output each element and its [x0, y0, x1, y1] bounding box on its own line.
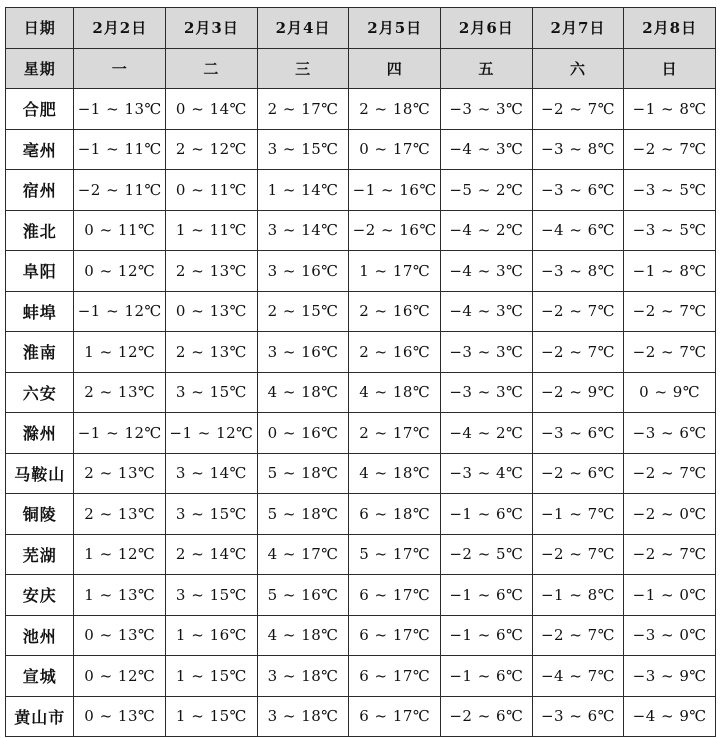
temperature-range-cell: −2 ~ 7℃ — [532, 615, 624, 656]
temperature-range-cell: 6 ~ 17℃ — [349, 696, 441, 737]
temperature-range-cell: 1 ~ 11℃ — [166, 210, 258, 251]
weekday-cell: 日 — [624, 48, 716, 89]
temperature-range-cell: 4 ~ 18℃ — [349, 372, 441, 413]
table-row — [6, 89, 716, 130]
temperature-range-cell: 6 ~ 18℃ — [349, 494, 441, 535]
temperature-range-cell: 0 ~ 12℃ — [74, 656, 166, 697]
temperature-range-cell: 5 ~ 16℃ — [257, 575, 349, 616]
temperature-range-cell: 0 ~ 12℃ — [74, 251, 166, 292]
temperature-range-cell: −1 ~ 12℃ — [166, 413, 258, 454]
temperature-range-cell: −3 ~ 8℃ — [532, 251, 624, 292]
temperature-range-cell: −2 ~ 16℃ — [349, 210, 441, 251]
table-row — [6, 129, 716, 170]
temperature-range-cell: −2 ~ 7℃ — [624, 129, 716, 170]
temperature-range-cell: 0 ~ 11℃ — [74, 210, 166, 251]
temperature-range-cell: 3 ~ 16℃ — [257, 332, 349, 373]
city-name: 合肥 — [6, 89, 74, 130]
temperature-range-cell: 2 ~ 14℃ — [166, 534, 258, 575]
temperature-range-cell: −3 ~ 3℃ — [441, 89, 533, 130]
temperature-range-cell: 0 ~ 9℃ — [624, 372, 716, 413]
city-name: 滁州 — [6, 413, 74, 454]
city-name: 六安 — [6, 372, 74, 413]
temperature-range-cell: 2 ~ 18℃ — [349, 89, 441, 130]
temperature-range-cell: −2 ~ 7℃ — [532, 89, 624, 130]
temperature-range-cell: 2 ~ 13℃ — [74, 494, 166, 535]
city-name: 淮北 — [6, 210, 74, 251]
temperature-range-cell: −3 ~ 6℃ — [532, 170, 624, 211]
date-cell: 2月4日 — [257, 8, 349, 49]
table-row — [6, 210, 716, 251]
temperature-range-cell: −1 ~ 8℃ — [532, 575, 624, 616]
city-name: 宿州 — [6, 170, 74, 211]
temperature-range-cell: −4 ~ 7℃ — [532, 656, 624, 697]
temperature-range-cell: −1 ~ 8℃ — [624, 251, 716, 292]
temperature-range-cell: −2 ~ 9℃ — [532, 372, 624, 413]
temperature-range-cell: −1 ~ 7℃ — [532, 494, 624, 535]
temperature-range-cell: 4 ~ 18℃ — [257, 372, 349, 413]
temperature-range-cell: 3 ~ 16℃ — [257, 251, 349, 292]
temperature-range-cell: −4 ~ 2℃ — [441, 413, 533, 454]
temperature-range-cell: −4 ~ 3℃ — [441, 251, 533, 292]
temperature-range-cell: 0 ~ 17℃ — [349, 129, 441, 170]
temperature-range-cell: 1 ~ 15℃ — [166, 656, 258, 697]
temperature-range-cell: −2 ~ 11℃ — [74, 170, 166, 211]
weekday-cell: 一 — [74, 48, 166, 89]
table-row — [6, 170, 716, 211]
temperature-range-cell: −4 ~ 3℃ — [441, 129, 533, 170]
date-header-label: 日期 — [6, 8, 74, 49]
table-row — [6, 615, 716, 656]
table-row — [6, 534, 716, 575]
temperature-range-cell: 0 ~ 11℃ — [166, 170, 258, 211]
temperature-range-cell: 4 ~ 18℃ — [257, 615, 349, 656]
temperature-range-cell: 0 ~ 16℃ — [257, 413, 349, 454]
city-name: 亳州 — [6, 129, 74, 170]
temperature-range-cell: −2 ~ 5℃ — [441, 534, 533, 575]
temperature-range-cell: −3 ~ 5℃ — [624, 210, 716, 251]
temperature-range-cell: −5 ~ 2℃ — [441, 170, 533, 211]
temperature-range-cell: −1 ~ 13℃ — [74, 89, 166, 130]
temperature-range-cell: −2 ~ 7℃ — [532, 332, 624, 373]
weekday-cell: 四 — [349, 48, 441, 89]
temperature-range-cell: −1 ~ 6℃ — [441, 494, 533, 535]
city-name: 马鞍山 — [6, 453, 74, 494]
temperature-range-cell: −3 ~ 6℃ — [532, 696, 624, 737]
temperature-range-cell: −1 ~ 6℃ — [441, 615, 533, 656]
temperature-range-cell: 2 ~ 17℃ — [349, 413, 441, 454]
table-row — [6, 332, 716, 373]
city-name: 芜湖 — [6, 534, 74, 575]
temperature-range-cell: −3 ~ 5℃ — [624, 170, 716, 211]
temperature-range-cell: −3 ~ 4℃ — [441, 453, 533, 494]
temperature-range-cell: 0 ~ 13℃ — [74, 615, 166, 656]
temperature-range-cell: −4 ~ 6℃ — [532, 210, 624, 251]
date-cell: 2月7日 — [532, 8, 624, 49]
date-cell: 2月5日 — [349, 8, 441, 49]
city-name: 黄山市 — [6, 696, 74, 737]
temperature-range-cell: −2 ~ 6℃ — [532, 453, 624, 494]
temperature-range-cell: −2 ~ 0℃ — [624, 494, 716, 535]
table-row — [6, 696, 716, 737]
temperature-range-cell: −2 ~ 7℃ — [624, 291, 716, 332]
temperature-range-cell: 2 ~ 13℃ — [166, 251, 258, 292]
temperature-range-cell: −1 ~ 16℃ — [349, 170, 441, 211]
temperature-range-cell: −3 ~ 6℃ — [624, 413, 716, 454]
temperature-range-cell: 1 ~ 16℃ — [166, 615, 258, 656]
date-cell: 2月8日 — [624, 8, 716, 49]
temperature-range-cell: −4 ~ 3℃ — [441, 291, 533, 332]
date-cell: 2月2日 — [74, 8, 166, 49]
city-name: 安庆 — [6, 575, 74, 616]
temperature-range-cell: 2 ~ 16℃ — [349, 291, 441, 332]
temperature-range-cell: 1 ~ 14℃ — [257, 170, 349, 211]
date-header-row — [6, 8, 716, 49]
table-header — [6, 8, 716, 89]
temperature-range-cell: 3 ~ 15℃ — [166, 372, 258, 413]
temperature-range-cell: −2 ~ 6℃ — [441, 696, 533, 737]
temperature-range-cell: 3 ~ 15℃ — [257, 129, 349, 170]
temperature-range-cell: −3 ~ 3℃ — [441, 372, 533, 413]
temperature-range-cell: 3 ~ 15℃ — [166, 494, 258, 535]
weekday-cell: 三 — [257, 48, 349, 89]
temperature-range-cell: −3 ~ 8℃ — [532, 129, 624, 170]
temperature-range-cell: 6 ~ 17℃ — [349, 656, 441, 697]
temperature-range-cell: −2 ~ 7℃ — [624, 332, 716, 373]
weekday-cell: 二 — [166, 48, 258, 89]
weekday-cell: 五 — [441, 48, 533, 89]
temperature-range-cell: 6 ~ 17℃ — [349, 615, 441, 656]
table-row — [6, 575, 716, 616]
temperature-range-cell: 3 ~ 14℃ — [257, 210, 349, 251]
table-row — [6, 251, 716, 292]
temperature-range-cell: 2 ~ 13℃ — [74, 372, 166, 413]
temperature-range-cell: −1 ~ 6℃ — [441, 575, 533, 616]
temperature-range-cell: 2 ~ 15℃ — [257, 291, 349, 332]
table-row — [6, 291, 716, 332]
table-row — [6, 494, 716, 535]
temperature-range-cell: 3 ~ 18℃ — [257, 696, 349, 737]
temperature-range-cell: −3 ~ 3℃ — [441, 332, 533, 373]
city-name: 蚌埠 — [6, 291, 74, 332]
temperature-range-cell: −1 ~ 0℃ — [624, 575, 716, 616]
temperature-range-cell: 2 ~ 13℃ — [74, 453, 166, 494]
temperature-range-cell: 0 ~ 13℃ — [74, 696, 166, 737]
temperature-range-cell: −4 ~ 2℃ — [441, 210, 533, 251]
city-name: 宣城 — [6, 656, 74, 697]
temperature-range-cell: −1 ~ 12℃ — [74, 413, 166, 454]
weekday-header-row — [6, 48, 716, 89]
temperature-range-cell: 5 ~ 18℃ — [257, 453, 349, 494]
date-cell: 2月6日 — [441, 8, 533, 49]
table-row — [6, 372, 716, 413]
temperature-range-cell: −2 ~ 7℃ — [624, 453, 716, 494]
temperature-range-cell: 2 ~ 17℃ — [257, 89, 349, 130]
temperature-range-cell: 2 ~ 12℃ — [166, 129, 258, 170]
temperature-range-cell: 1 ~ 17℃ — [349, 251, 441, 292]
table-body — [6, 89, 716, 737]
temperature-range-cell: 1 ~ 12℃ — [74, 534, 166, 575]
temperature-range-cell: −3 ~ 9℃ — [624, 656, 716, 697]
temperature-range-cell: 4 ~ 18℃ — [349, 453, 441, 494]
temperature-range-cell: 1 ~ 13℃ — [74, 575, 166, 616]
city-name: 铜陵 — [6, 494, 74, 535]
temperature-range-cell: 0 ~ 14℃ — [166, 89, 258, 130]
temperature-range-cell: −4 ~ 9℃ — [624, 696, 716, 737]
city-name: 池州 — [6, 615, 74, 656]
temperature-range-cell: 5 ~ 17℃ — [349, 534, 441, 575]
temperature-range-cell: −1 ~ 12℃ — [74, 291, 166, 332]
temperature-range-cell: −1 ~ 11℃ — [74, 129, 166, 170]
temperature-range-cell: −3 ~ 6℃ — [532, 413, 624, 454]
temperature-range-cell: 3 ~ 15℃ — [166, 575, 258, 616]
temperature-range-cell: −1 ~ 6℃ — [441, 656, 533, 697]
forecast-table — [5, 7, 716, 737]
temperature-range-cell: 1 ~ 15℃ — [166, 696, 258, 737]
city-name: 淮南 — [6, 332, 74, 373]
temperature-range-cell: −1 ~ 8℃ — [624, 89, 716, 130]
temperature-range-cell: 3 ~ 14℃ — [166, 453, 258, 494]
temperature-range-cell: 5 ~ 18℃ — [257, 494, 349, 535]
table-row — [6, 453, 716, 494]
weekday-header-label: 星期 — [6, 48, 74, 89]
temperature-range-cell: 6 ~ 17℃ — [349, 575, 441, 616]
temperature-range-cell: 2 ~ 13℃ — [166, 332, 258, 373]
temperature-range-cell: −2 ~ 7℃ — [624, 534, 716, 575]
temperature-range-cell: 4 ~ 17℃ — [257, 534, 349, 575]
table-row — [6, 413, 716, 454]
table-row — [6, 656, 716, 697]
temperature-range-cell: −3 ~ 0℃ — [624, 615, 716, 656]
temperature-range-cell: 0 ~ 13℃ — [166, 291, 258, 332]
temperature-range-cell: 2 ~ 16℃ — [349, 332, 441, 373]
temperature-range-cell: −2 ~ 7℃ — [532, 534, 624, 575]
weekday-cell: 六 — [532, 48, 624, 89]
temperature-range-cell: 1 ~ 12℃ — [74, 332, 166, 373]
temperature-range-cell: 3 ~ 18℃ — [257, 656, 349, 697]
city-name: 阜阳 — [6, 251, 74, 292]
date-cell: 2月3日 — [166, 8, 258, 49]
temperature-range-cell: −2 ~ 7℃ — [532, 291, 624, 332]
